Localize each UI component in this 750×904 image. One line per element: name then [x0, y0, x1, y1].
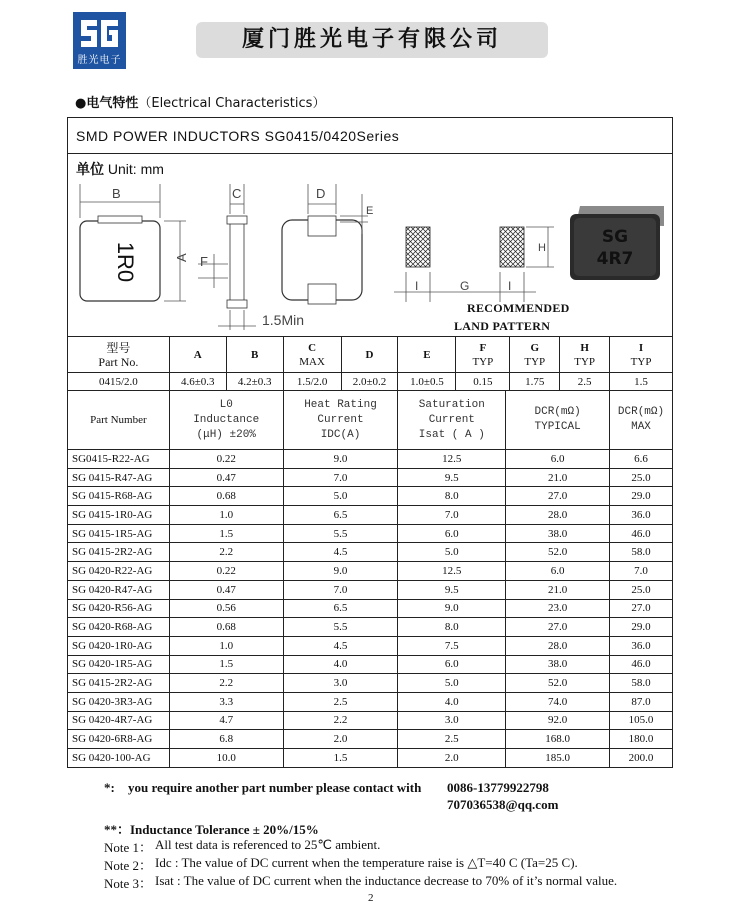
heat-rating-cell: 2.5	[283, 692, 398, 711]
dcr-max-header: DCR(mΩ) MAX	[610, 391, 673, 450]
series-title: SMD POWER INDUCTORS SG0415/0420Series	[68, 118, 672, 154]
part-number-cell: SG 0420-R68-AG	[68, 618, 170, 637]
dcr-typical-cell: 28.0	[506, 636, 610, 655]
contact-phone: 0086-13779922798	[447, 780, 549, 795]
dcr-max-cell: 200.0	[610, 749, 673, 768]
table-row	[68, 487, 673, 506]
saturation-cell: 5.0	[398, 543, 506, 562]
land-pattern-label-1: RECOMMENDED	[467, 301, 570, 315]
inductance-cell: 1.5	[169, 524, 283, 543]
inductance-cell: 1.0	[169, 636, 283, 655]
dim-a-label: A	[174, 253, 189, 262]
unit-label-cn: 单位	[76, 162, 104, 178]
inductance-cell: 0.47	[169, 580, 283, 599]
saturation-cell: 6.0	[398, 655, 506, 674]
note-1-label: Note 1：	[104, 840, 153, 855]
part-number-cell: SG 0420-4R7-AG	[68, 711, 170, 730]
saturation-cell: 8.0	[398, 487, 506, 506]
bullet-icon: ●	[75, 96, 87, 111]
parts-header-row	[68, 391, 673, 450]
tolerance-note: **：Inductance Tolerance ± 20%/15%	[104, 822, 319, 837]
saturation-cell: 8.0	[398, 618, 506, 637]
dim-value-part: 0415/2.0	[68, 373, 170, 391]
dcr-typical-cell: 27.0	[506, 487, 610, 506]
part-no-header	[68, 337, 170, 373]
dcr-typical-cell: 168.0	[506, 730, 610, 749]
table-row	[68, 692, 673, 711]
dim-header-i: I TYP	[610, 337, 673, 373]
dcr-max-cell: 46.0	[610, 524, 673, 543]
heat-rating-cell: 4.5	[283, 636, 398, 655]
saturation-cell: 6.0	[398, 524, 506, 543]
dim-header-b: B	[226, 337, 283, 373]
heat-rating-cell: 1.5	[283, 749, 398, 768]
dim-e-label: E	[366, 205, 374, 217]
table-row	[68, 468, 673, 487]
heat-rating-cell: 6.5	[283, 599, 398, 618]
dcr-typical-cell: 52.0	[506, 674, 610, 693]
inductance-cell: 0.68	[169, 618, 283, 637]
heat-rating-cell: 5.5	[283, 524, 398, 543]
dim-value-h: 2.5	[560, 373, 610, 391]
part-no-header-en: Part No.	[98, 354, 139, 369]
inductance-cell: 0.68	[169, 487, 283, 506]
company-logo	[73, 12, 126, 69]
table-row	[68, 749, 673, 768]
heat-rating-cell: 6.5	[283, 506, 398, 525]
part-number-cell: SG 0420-R56-AG	[68, 599, 170, 618]
dimension-table	[67, 336, 673, 391]
dimension-header-row	[68, 337, 673, 373]
bottom-view	[282, 184, 368, 304]
parts-body	[68, 450, 673, 768]
note-3-text: Isat : The value of DC current when the inductance decrease to 70% of it’s normal value.	[155, 873, 618, 888]
dcr-typical-cell: 92.0	[506, 711, 610, 730]
dcr-typical-cell: 38.0	[506, 655, 610, 674]
dcr-max-cell: 25.0	[610, 580, 673, 599]
dimension-value-row	[68, 373, 673, 391]
dcr-max-cell: 27.0	[610, 599, 673, 618]
unit-label-en: Unit: mm	[107, 161, 164, 177]
part-number-header: Part Number	[68, 391, 170, 450]
note-2-label: Note 2：	[104, 858, 153, 873]
inductance-cell: 0.47	[169, 468, 283, 487]
inductance-cell: 0.56	[169, 599, 283, 618]
table-row	[68, 543, 673, 562]
note-2-text: Idc : The value of DC current when the temperature raise is △T=40 C (Ta=25 C).	[155, 855, 578, 870]
inductance-cell: 4.7	[169, 711, 283, 730]
dim-header-f: F TYP	[456, 337, 510, 373]
dim-header-e: E	[398, 337, 456, 373]
part-number-cell: SG 0415-2R2-AG	[68, 543, 170, 562]
heat-rating-cell: 7.0	[283, 580, 398, 599]
saturation-cell: 12.5	[398, 450, 506, 469]
table-row	[68, 599, 673, 618]
land-pattern-label-2: LAND PATTERN	[454, 319, 551, 333]
dcr-typical-cell: 38.0	[506, 524, 610, 543]
logo-text: 胜光电子	[77, 55, 122, 66]
page-number: 2	[368, 892, 374, 904]
photo-marking-line2: 4R7	[596, 249, 634, 269]
contact-email[interactable]: 707036538@qq.com	[447, 797, 559, 812]
inductance-cell: 10.0	[169, 749, 283, 768]
heat-rating-cell: 5.5	[283, 618, 398, 637]
part-number-cell: SG0415-R22-AG	[68, 450, 170, 469]
table-row	[68, 636, 673, 655]
table-row	[68, 562, 673, 581]
table-row	[68, 580, 673, 599]
inductance-cell: 3.3	[169, 692, 283, 711]
dcr-max-cell: 36.0	[610, 636, 673, 655]
table-row	[68, 524, 673, 543]
dim-value-e: 1.0±0.5	[398, 373, 456, 391]
saturation-cell: 5.0	[398, 674, 506, 693]
inductance-cell: 0.22	[169, 562, 283, 581]
company-name: 厦门胜光电子有限公司	[196, 22, 548, 58]
heat-rating-cell: 3.0	[283, 674, 398, 693]
dim-i-label-2: I	[508, 279, 512, 293]
dcr-max-cell: 58.0	[610, 543, 673, 562]
note-1-text: All test data is referenced to 25℃ ambient.	[155, 837, 381, 852]
inductance-cell: 0.22	[169, 450, 283, 469]
saturation-header: Saturation Current Isat ( A )	[398, 391, 506, 450]
dcr-max-cell: 58.0	[610, 674, 673, 693]
saturation-cell: 7.5	[398, 636, 506, 655]
inductance-cell: 2.2	[169, 674, 283, 693]
dcr-max-cell: 7.0	[610, 562, 673, 581]
table-row	[68, 730, 673, 749]
min-note: 1.5Min	[262, 312, 305, 328]
inductance-cell: 1.0	[169, 506, 283, 525]
dcr-typical-cell: 74.0	[506, 692, 610, 711]
dim-value-f: 0.15	[456, 373, 510, 391]
table-row	[68, 655, 673, 674]
part-number-cell: SG 0415-R47-AG	[68, 468, 170, 487]
part-marking: 1R0	[113, 241, 138, 283]
dim-g-label: G	[460, 279, 470, 293]
inductance-header: L0 Inductance (μH) ±20%	[169, 391, 283, 450]
part-number-cell: SG 0415-1R5-AG	[68, 524, 170, 543]
dcr-max-cell: 29.0	[610, 487, 673, 506]
dcr-max-cell: 46.0	[610, 655, 673, 674]
part-number-cell: SG 0415-1R0-AG	[68, 506, 170, 525]
dcr-max-cell: 105.0	[610, 711, 673, 730]
table-row	[68, 506, 673, 525]
table-row	[68, 450, 673, 469]
section-title-cn: 电气特性	[86, 96, 139, 111]
heat-rating-header: Heat Rating Current IDC(A)	[283, 391, 398, 450]
heat-rating-cell: 9.0	[283, 450, 398, 469]
saturation-cell: 3.0	[398, 711, 506, 730]
section-title-en: （Electrical Characteristics）	[138, 96, 326, 111]
heat-rating-cell: 2.0	[283, 730, 398, 749]
dim-value-i: 1.5	[610, 373, 673, 391]
inductance-cell: 2.2	[169, 543, 283, 562]
spec-frame	[67, 117, 673, 768]
dcr-max-cell: 36.0	[610, 506, 673, 525]
dim-value-b: 4.2±0.3	[226, 373, 283, 391]
dim-i-label-1: I	[415, 279, 419, 293]
part-no-header-cn: 型号	[106, 340, 131, 355]
heat-rating-cell: 4.5	[283, 543, 398, 562]
dim-value-g: 1.75	[510, 373, 560, 391]
part-number-cell: SG 0420-R47-AG	[68, 580, 170, 599]
dim-c-label: C	[232, 186, 242, 201]
dcr-typical-header: DCR(mΩ) TYPICAL	[506, 391, 610, 450]
part-number-cell: SG 0415-R68-AG	[68, 487, 170, 506]
dcr-max-cell: 180.0	[610, 730, 673, 749]
dcr-typical-cell: 23.0	[506, 599, 610, 618]
contact-text: you require another part number please contact with	[128, 780, 422, 795]
heat-rating-cell: 5.0	[283, 487, 398, 506]
saturation-cell: 9.0	[398, 599, 506, 618]
inductance-cell: 6.8	[169, 730, 283, 749]
saturation-cell: 7.0	[398, 506, 506, 525]
table-row	[68, 711, 673, 730]
heat-rating-cell: 2.2	[283, 711, 398, 730]
photo-marking-line1: SG	[601, 227, 629, 247]
part-number-cell: SG 0420-6R8-AG	[68, 730, 170, 749]
part-number-cell: SG 0420-1R0-AG	[68, 636, 170, 655]
dim-value-d: 2.0±0.2	[341, 373, 398, 391]
parts-table	[67, 390, 673, 768]
dcr-typical-cell: 185.0	[506, 749, 610, 768]
saturation-cell: 2.0	[398, 749, 506, 768]
saturation-cell: 9.5	[398, 580, 506, 599]
dim-h-label: H	[538, 242, 546, 254]
dcr-max-cell: 25.0	[610, 468, 673, 487]
dim-header-a: A	[169, 337, 226, 373]
table-row	[68, 674, 673, 693]
note-3-label: Note 3：	[104, 876, 153, 891]
heat-rating-cell: 7.0	[283, 468, 398, 487]
inductance-cell: 1.5	[169, 655, 283, 674]
dcr-typical-cell: 21.0	[506, 580, 610, 599]
saturation-cell: 9.5	[398, 468, 506, 487]
sg-logo-mark	[79, 17, 120, 50]
dim-d-label: D	[316, 186, 326, 201]
saturation-cell: 12.5	[398, 562, 506, 581]
mechanical-drawing	[68, 154, 672, 336]
dcr-typical-cell: 52.0	[506, 543, 610, 562]
dim-value-a: 4.6±0.3	[169, 373, 226, 391]
dim-value-c: 1.5/2.0	[283, 373, 341, 391]
table-row	[68, 618, 673, 637]
saturation-cell: 4.0	[398, 692, 506, 711]
dcr-max-cell: 87.0	[610, 692, 673, 711]
heat-rating-cell: 9.0	[283, 562, 398, 581]
part-number-cell: SG 0420-1R5-AG	[68, 655, 170, 674]
dcr-typical-cell: 21.0	[506, 468, 610, 487]
part-number-cell: SG 0420-100-AG	[68, 749, 170, 768]
dcr-typical-cell: 28.0	[506, 506, 610, 525]
dim-header-h: H TYP	[560, 337, 610, 373]
dim-f-label: F	[200, 254, 208, 269]
section-heading	[75, 92, 325, 111]
dcr-typical-cell: 27.0	[506, 618, 610, 637]
dcr-typical-cell: 6.0	[506, 562, 610, 581]
dim-header-g: G TYP	[510, 337, 560, 373]
dcr-max-cell: 6.6	[610, 450, 673, 469]
inductor-photo	[570, 206, 664, 280]
dim-header-c: C MAX	[283, 337, 341, 373]
part-number-cell: SG 0415-2R2-AG	[68, 674, 170, 693]
dim-header-d: D	[341, 337, 398, 373]
dcr-typical-cell: 6.0	[506, 450, 610, 469]
part-number-cell: SG 0420-R22-AG	[68, 562, 170, 581]
dcr-max-cell: 29.0	[610, 618, 673, 637]
saturation-cell: 2.5	[398, 730, 506, 749]
contact-star: *:	[104, 780, 115, 795]
dim-b-label: B	[112, 186, 121, 201]
heat-rating-cell: 4.0	[283, 655, 398, 674]
part-number-cell: SG 0420-3R3-AG	[68, 692, 170, 711]
